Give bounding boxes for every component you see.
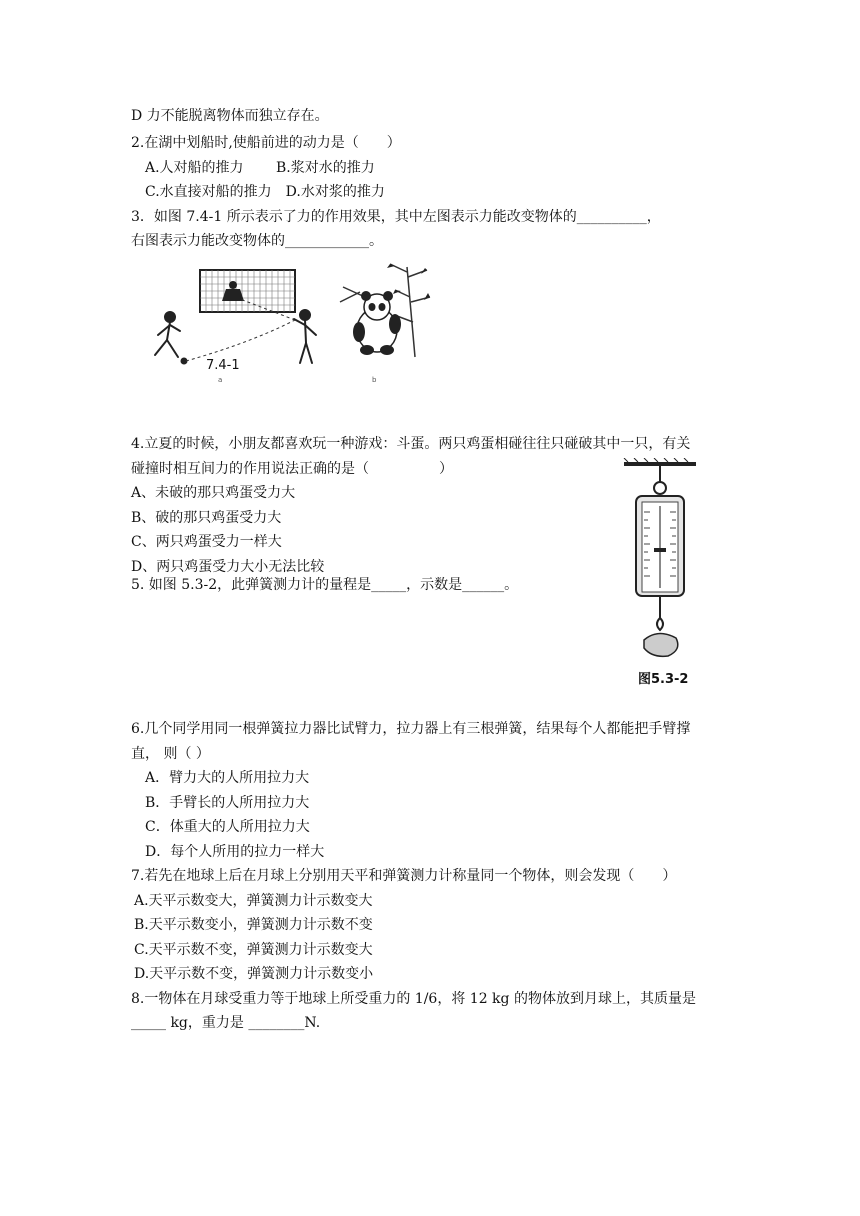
figure-a-sublabel: a xyxy=(218,376,223,384)
q7-option-d: D.天平示数不变，弹簧测力计示数变小 xyxy=(134,966,374,982)
q7-option-b: B.天平示数变小，弹簧测力计示数不变 xyxy=(134,917,373,933)
q8-stem-line1: 8.一物体在月球受重力等于地球上所受重力的 1/6，将 12 kg 的物体放到月球上，其质量是 xyxy=(131,991,696,1007)
q6-stem-line1: 6.几个同学用同一根弹簧拉力器比试臂力，拉力器上有三根弹簧，结果每个人都能把手臂撑 xyxy=(131,721,691,737)
figure-b-sublabel: b xyxy=(372,376,377,384)
q7-option-c: C.天平示数不变，弹簧测力计示数变大 xyxy=(134,942,373,958)
q6-option-d: D．每个人所用的拉力一样大 xyxy=(145,844,325,860)
q6-option-b: B．手臂长的人所用拉力大 xyxy=(145,795,310,811)
q2-stem: 2.在湖中划船时,使船前进的动力是（ ） xyxy=(131,135,401,151)
q5-stem: 5. 如图 5.3-2，此弹簧测力计的量程是_____，示数是______。 xyxy=(131,577,519,593)
q4-option-d: D、两只鸡蛋受力大小无法比较 xyxy=(131,559,325,575)
q4-option-a: A、未破的那只鸡蛋受力大 xyxy=(131,485,296,501)
q6-option-a: A．臂力大的人所用拉力大 xyxy=(145,770,310,786)
figure-7-4-1-label: 7.4-1 xyxy=(206,358,240,373)
q8-stem-line2: _____ kg，重力是 ________N. xyxy=(131,1015,321,1031)
q7-option-a: A.天平示数变大，弹簧测力计示数变大 xyxy=(134,893,373,909)
q3-stem-line1: 3．如图 7.4-1 所示表示了力的作用效果，其中左图表示力能改变物体的__________， xyxy=(131,209,661,225)
q1-option-d: D 力不能脱离物体而独立存在。 xyxy=(131,108,329,124)
panda-bamboo-figure xyxy=(335,262,435,362)
q2-options-row2: C.水直接对船的推力 D.水对浆的推力 xyxy=(145,184,385,200)
q2-options-row1: A.人对船的推力 B.浆对水的推力 xyxy=(145,160,375,176)
q3-stem-line2: 右图表示力能改变物体的____________。 xyxy=(131,233,383,249)
q4-stem-line2: 碰撞时相互间力的作用说法正确的是（ ） xyxy=(131,461,453,477)
figure-5-3-2-caption: 图5.3-2 xyxy=(638,672,689,687)
q4-option-c: C、两只鸡蛋受力一样大 xyxy=(131,534,282,550)
q6-option-c: C．体重大的人所用拉力大 xyxy=(145,819,310,835)
spring-scale-figure xyxy=(618,458,702,668)
q6-stem-line2: 直， 则（ ） xyxy=(131,746,210,762)
q4-stem-line1: 4.立夏的时候，小朋友都喜欢玩一种游戏：斗蛋。两只鸡蛋相碰往往只碰破其中一只，有关 xyxy=(131,436,691,452)
q4-option-b: B、破的那只鸡蛋受力大 xyxy=(131,510,282,526)
q7-stem: 7.若先在地球上后在月球上分别用天平和弹簧测力计称量同一个物体，则会发现（ ） xyxy=(131,868,677,884)
